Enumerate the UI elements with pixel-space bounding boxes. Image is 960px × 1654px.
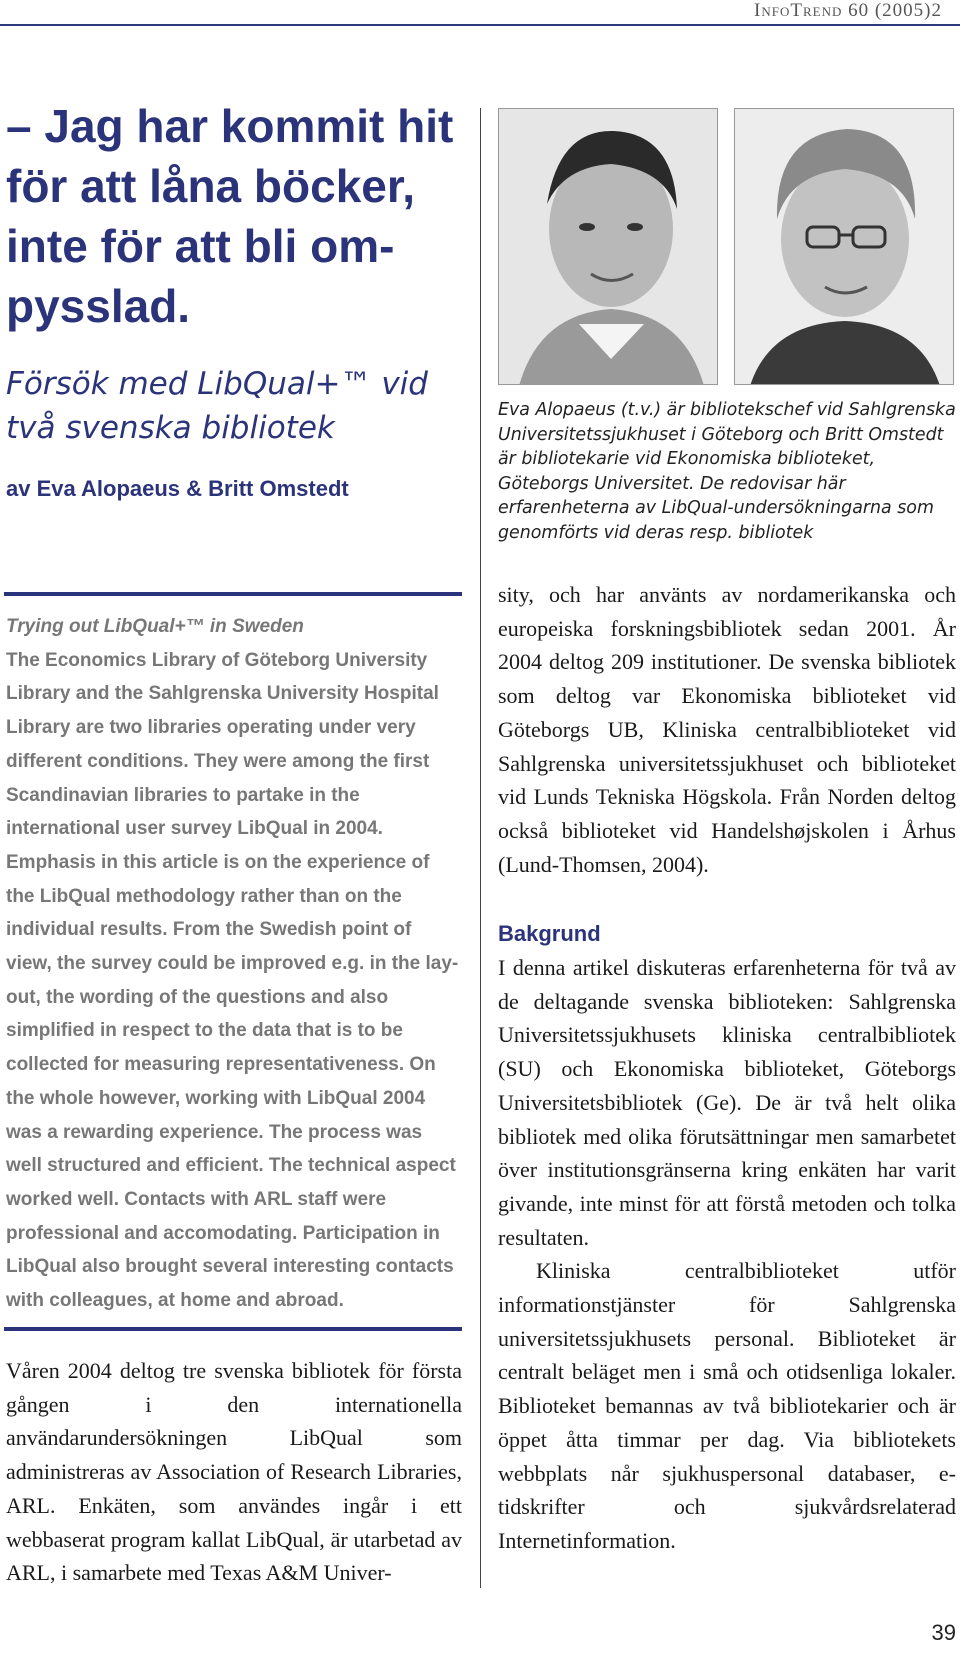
abstract-body: The Economics Library of Göteborg University Library and the Sahlgrenska University Hospital Library are two libraries operating under very different conditions. They were among the first Scandinavian libraries to partake in the international user survey LibQual in 2004. Emphasis in this article is on the experience of the LibQual methodology rather than on the individual results. From the Swedish point of view, the survey could be improved e.g. in the lay-out, the wording of the questions and also simplified in respect to the data that is to be collected for measuring representativeness. On the whole however, working with LibQual 2004 was a rewarding experience. The process was well structured and efficient. The technical aspect worked well. Contacts with ARL staff were professional and accomodating. Participation in LibQual also brought several interesting contacts with colleagues, at home and abroad. [6, 649, 459, 1312]
abstract-rule-top [4, 592, 462, 596]
portrait-icon [735, 109, 954, 385]
header-rule [0, 24, 960, 26]
column-divider [480, 108, 481, 1588]
abstract-title: Trying out LibQual+™ in Sweden [6, 616, 304, 637]
body-text-left: Våren 2004 deltog tre svenska bibliotek för första gången i den internationella användarundersökningen LibQual som administreras av Association of Research Libraries, ARL. Enkäten, som användes ingår i ett webbaserat program kallat LibQual, är utarbetad av ARL, i samarbete med Texas A&M Univer- [6, 1358, 462, 1586]
body-paragraph: Kliniska centralbiblioteket utför informationstjänster för Sahlgrenska universitetssjukhusets personal. Biblioteket är centralt beläget men i små och otidsenliga lokaler. Biblioteket bemannas av två bibliotekarier och är öppet åtta timmar per dag. Via bibliotekets webbplats når sjukhuspersonal databaser, e-tidskrifter och sjukvårdsrelaterad Internetinformation. [498, 1258, 956, 1553]
author-photo-right [734, 108, 954, 385]
article-subtitle: Försök med LibQual+™ vid två svenska bibliotek [6, 366, 428, 446]
body-text-right [498, 578, 956, 1558]
body-paragraph: sity, och har använts av nordamerikanska och europeiska forskningsbibliotek sedan 2001. År 2004 deltog 209 institutioner. De svenska bibliotek som deltog var Ekonomiska biblioteket vid Göteborgs UB, Kliniska centralbiblioteket vid Sahlgrenska universitetssjukhuset och biblioteket vid Lunds Tekniska Högskola. Från Norden deltog också biblioteket vid Handelshøjskolen i Århus (Lund-Thomsen, 2004). [498, 582, 956, 877]
photo-caption: Eva Alopaeus (t.v.) är bibliotekschef vid Sahlgrenska Universitetssjukhuset i Göteborg och Britt Omstedt är bibliotekarie vid Ekonomiska biblioteket, Göteborgs Universitet. De redovisar här erfarenheterna av LibQual-undersökningarna som genomförts vid deras resp. bibliotek [498, 400, 956, 543]
author-photo-left [498, 108, 718, 385]
abstract-rule-bottom [4, 1327, 462, 1331]
portrait-icon [499, 109, 718, 385]
body-paragraph: I denna artikel diskuteras erfarenheterna för två av de deltagande svenska biblioteken: Sahlgrenska Universitetssjukhusets kliniska centralbibliotek (SU) och Ekonomiska biblioteket, Göteborgs Universitetsbibliotek (Ge). De är två helt olika bibliotek med olika förutsättningar men samarbetet över institutionsgränserna kring enkäten har varit givande, inte minst för att förstå metoden och tolka resultaten. [498, 955, 956, 1250]
page-number: 39 [931, 1620, 956, 1645]
article-byline: av Eva Alopaeus & Britt Omstedt [6, 476, 349, 501]
section-heading: Bakgrund [498, 921, 601, 947]
abstract [6, 610, 462, 1318]
running-head: InfoTrend 60 (2005)2 [754, 0, 942, 21]
article-title: – Jag har kommit hit för att låna böcker, inte för att bli om-pysslad. [6, 100, 454, 332]
